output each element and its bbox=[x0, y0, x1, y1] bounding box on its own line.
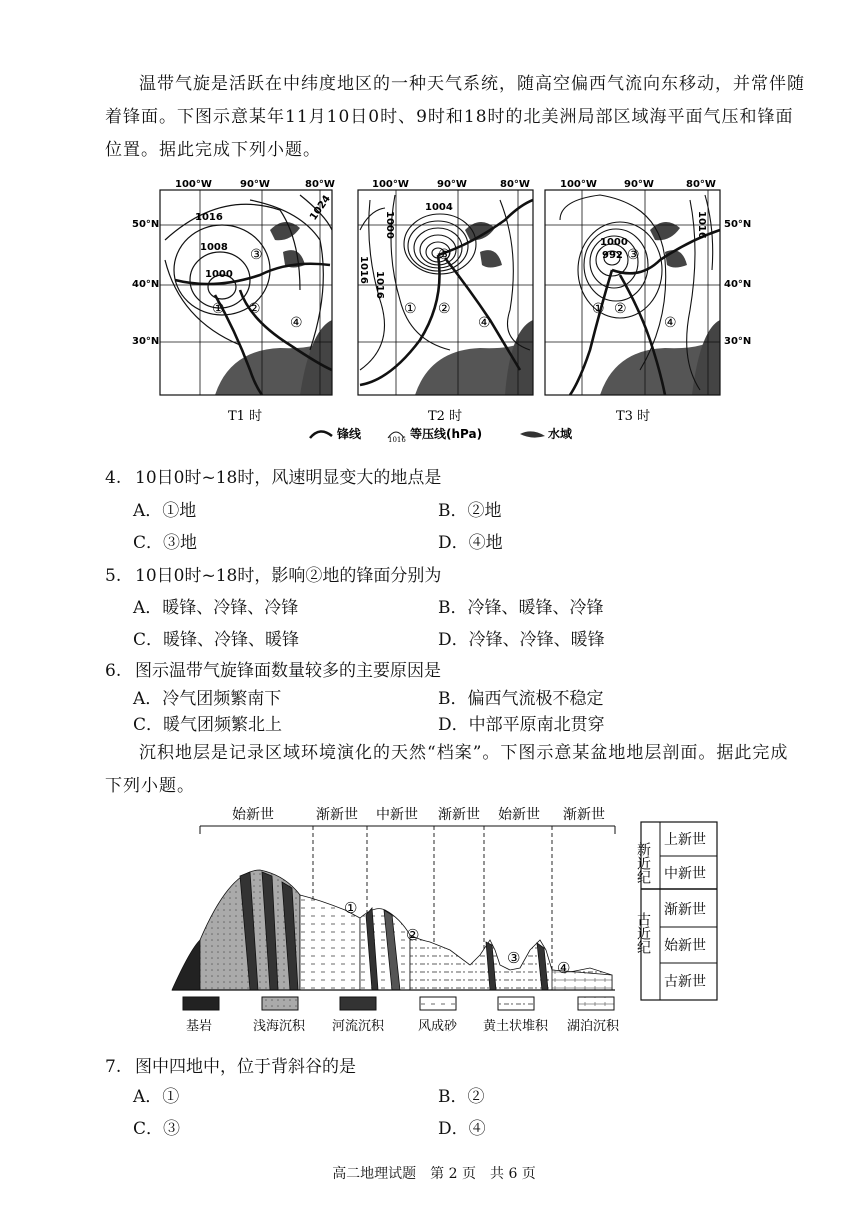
isobar-label: 1000 bbox=[205, 269, 233, 280]
point-2: ② bbox=[248, 301, 261, 317]
option-d[interactable]: D．中部平原南北贯穿 bbox=[438, 715, 605, 735]
legend-isobar: 等压线(hPa) bbox=[410, 427, 483, 441]
point-1: ① bbox=[592, 301, 605, 317]
point-3: ③ bbox=[250, 247, 263, 263]
lon-label: 90°W bbox=[437, 179, 467, 190]
isobar-label: 1000 bbox=[384, 211, 395, 239]
point-1: ① bbox=[212, 301, 225, 317]
point-3: ③ bbox=[627, 247, 640, 263]
question-7 bbox=[105, 1052, 356, 1077]
panel-label: T3 时 bbox=[616, 409, 651, 424]
lon-label: 100°W bbox=[175, 179, 212, 190]
option-a[interactable]: A．① bbox=[133, 1087, 180, 1107]
period-label: 新近纪 bbox=[635, 842, 651, 884]
lat-label: 50°N bbox=[132, 219, 160, 230]
point-4: ④ bbox=[290, 315, 303, 331]
stratigraphy-figure bbox=[0, 800, 868, 1045]
epoch-row: 渐新世 bbox=[664, 902, 706, 918]
epoch-row: 始新世 bbox=[664, 938, 706, 954]
isobar-label: 1024 bbox=[308, 193, 334, 223]
legend-bedrock: 基岩 bbox=[186, 1019, 213, 1034]
geologic-time-table bbox=[635, 822, 717, 1000]
legend-front: 锋线 bbox=[337, 427, 362, 441]
question-stem: 图示温带气旋锋面数量较多的主要原因是 bbox=[135, 661, 441, 681]
option-c[interactable]: C．暖锋、冷锋、暖锋 bbox=[133, 630, 300, 650]
legend-water: 水域 bbox=[548, 427, 573, 441]
point-2: ② bbox=[614, 301, 627, 317]
option-d[interactable]: D．④地 bbox=[438, 533, 503, 553]
legend-lacustrine: 湖泊沉积 bbox=[567, 1019, 620, 1034]
option-b[interactable]: B．②地 bbox=[438, 501, 502, 521]
map-legend bbox=[310, 426, 573, 444]
cross-section bbox=[172, 870, 615, 990]
isobar-label: 1004 bbox=[425, 202, 453, 213]
epoch-row: 古新世 bbox=[664, 974, 706, 990]
lat-label: 40°N bbox=[132, 279, 160, 290]
legend-loess: 黄土状堆积 bbox=[483, 1019, 549, 1034]
point-3: ③ bbox=[507, 949, 521, 967]
legend-fluvial: 河流沉积 bbox=[332, 1019, 385, 1034]
point-1: ① bbox=[404, 301, 417, 317]
epoch-label: 渐新世 bbox=[563, 807, 605, 823]
question-6 bbox=[105, 656, 441, 681]
panel-label: T1 时 bbox=[228, 409, 263, 424]
point-3: ③ bbox=[438, 247, 451, 263]
isobar-label: 1016 bbox=[374, 271, 385, 299]
point-2: ② bbox=[406, 926, 420, 944]
question-stem: 10日0时~18时，影响②地的锋面分别为 bbox=[135, 566, 442, 586]
question-number: 6. bbox=[105, 661, 122, 681]
epoch-label: 始新世 bbox=[232, 807, 274, 823]
question-number: 5. bbox=[105, 566, 122, 586]
option-c[interactable]: C．暖气团频繁北上 bbox=[133, 715, 283, 735]
stratigraphy-legend bbox=[183, 997, 620, 1034]
epoch-label: 始新世 bbox=[498, 807, 540, 823]
period-label: 古近纪 bbox=[635, 912, 651, 954]
legend-isobar-sample: 1016 bbox=[388, 436, 406, 444]
epoch-label: 渐新世 bbox=[316, 807, 358, 823]
question-number: 7. bbox=[105, 1057, 122, 1077]
panel-label: T2 时 bbox=[428, 409, 463, 424]
option-a[interactable]: A．冷气团频繁南下 bbox=[133, 689, 282, 709]
epoch-row: 中新世 bbox=[664, 866, 706, 882]
passage-1: 温带气旋是活跃在中纬度地区的一种天气系统，随高空偏西气流向东移动，并常伴随着锋面。下图示意某年11月10日0时、9时和18时的北美洲局部区域海平面气压和锋面位置。据此完成下列小题。 bbox=[105, 74, 805, 160]
lon-label: 80°W bbox=[500, 179, 530, 190]
question-5 bbox=[105, 561, 441, 586]
epoch-label: 中新世 bbox=[376, 807, 418, 823]
epoch-row: 上新世 bbox=[664, 832, 706, 848]
option-c[interactable]: C．③ bbox=[133, 1119, 181, 1139]
isobar-label: 992 bbox=[602, 250, 623, 261]
lon-label: 90°W bbox=[624, 179, 654, 190]
option-c[interactable]: C．③地 bbox=[133, 533, 198, 553]
isobar-label: 1008 bbox=[200, 242, 228, 253]
lat-label: 50°N bbox=[724, 219, 752, 230]
page-footer: 高二地理试题 第 2 页 共 6 页 bbox=[332, 1166, 536, 1182]
point-4: ④ bbox=[664, 315, 677, 331]
isobar-label: 1016 bbox=[195, 212, 223, 223]
lon-label: 80°W bbox=[305, 179, 335, 190]
point-4: ④ bbox=[557, 959, 571, 977]
option-d[interactable]: D．冷锋、冷锋、暖锋 bbox=[438, 630, 605, 650]
option-d[interactable]: D．④ bbox=[438, 1119, 486, 1139]
point-1: ① bbox=[344, 899, 358, 917]
option-a[interactable]: A．暖锋、冷锋、冷锋 bbox=[133, 598, 299, 618]
lat-label: 30°N bbox=[132, 336, 160, 347]
question-number: 4. bbox=[105, 468, 122, 488]
option-b[interactable]: B．冷锋、暖锋、冷锋 bbox=[438, 598, 604, 618]
lat-label: 40°N bbox=[724, 279, 752, 290]
isobar-label: 1000 bbox=[600, 237, 628, 248]
legend-shallow-sea: 浅海沉积 bbox=[253, 1019, 306, 1034]
question-stem: 图中四地中，位于背斜谷的是 bbox=[135, 1057, 356, 1077]
option-b[interactable]: B．② bbox=[438, 1087, 485, 1107]
lat-label: 30°N bbox=[724, 336, 752, 347]
point-2: ② bbox=[438, 301, 451, 317]
weather-maps-figure bbox=[0, 170, 868, 445]
lon-label: 80°W bbox=[686, 179, 716, 190]
option-b[interactable]: B．偏西气流极不稳定 bbox=[438, 689, 604, 709]
legend-aeolian-sand: 风成砂 bbox=[418, 1019, 458, 1034]
lon-label: 90°W bbox=[240, 179, 270, 190]
question-stem: 10日0时~18时，风速明显变大的地点是 bbox=[135, 468, 442, 488]
epoch-label: 渐新世 bbox=[438, 807, 480, 823]
isobar-label: 1016 bbox=[696, 211, 707, 239]
point-4: ④ bbox=[478, 315, 491, 331]
isobar-label: 1016 bbox=[358, 256, 369, 284]
passage-2: 沉积地层是记录区域环境演化的天然“档案”。下图示意某盆地地层剖面。据此完成下列小题。 bbox=[105, 743, 789, 796]
question-4 bbox=[105, 463, 441, 488]
lon-label: 100°W bbox=[372, 179, 409, 190]
option-a[interactable]: A．①地 bbox=[133, 501, 197, 521]
lon-label: 100°W bbox=[560, 179, 597, 190]
